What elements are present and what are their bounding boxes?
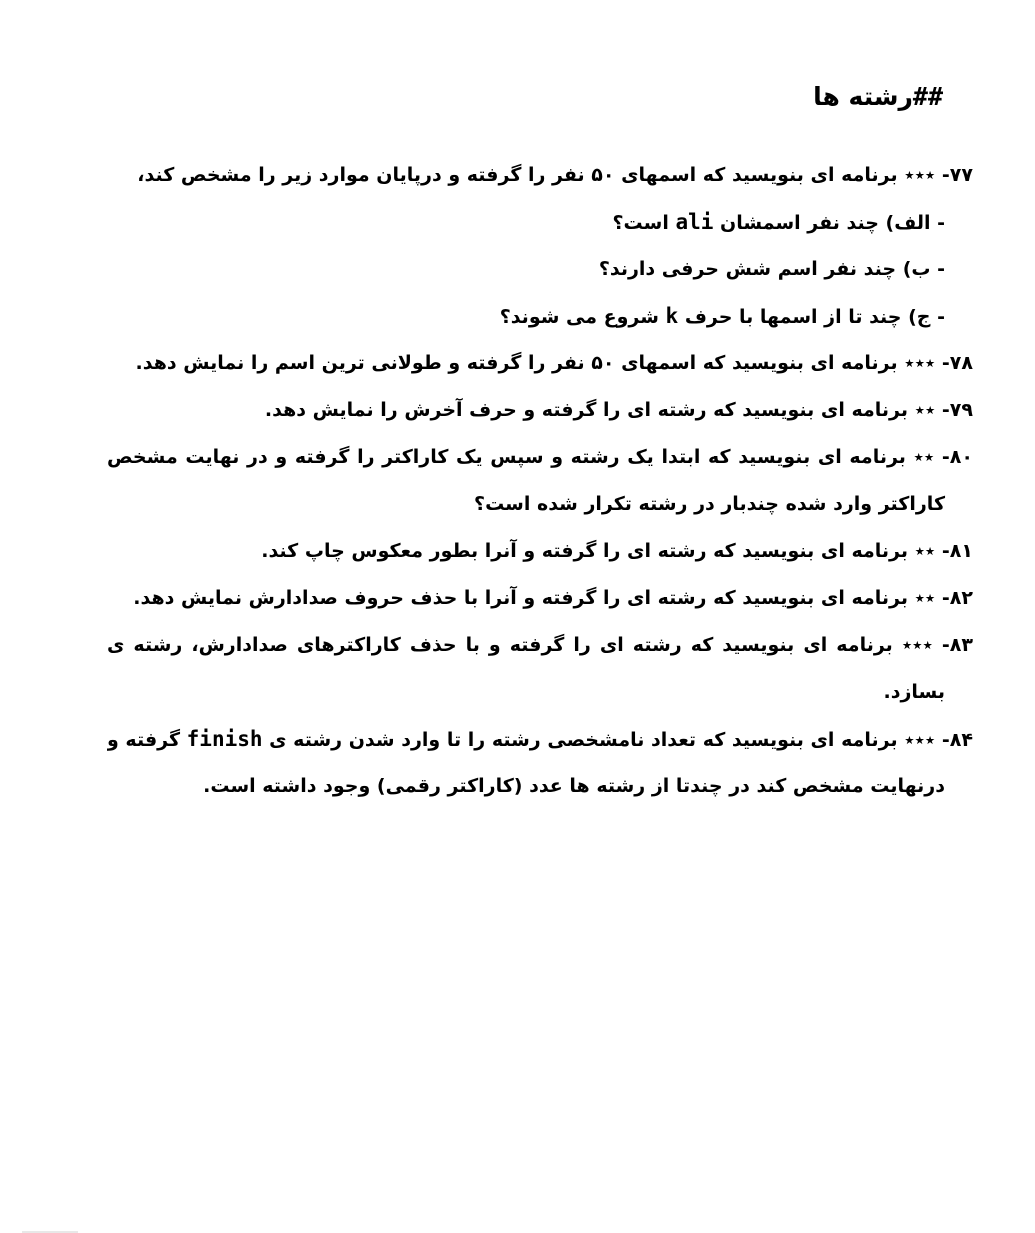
section-heading bbox=[813, 82, 943, 111]
exercise-77-part-b: - ب) چند نفر اسم شش حرفی دارند؟ bbox=[598, 258, 945, 280]
exercise-83-line-2: بسازد. bbox=[883, 681, 945, 703]
exercise-78: ۷۸- ٭٭٭ برنامه ای بنویسید که اسمهای ۵۰ نفر را گرفته و طولانی ترین اسم را نمایش دهد. bbox=[135, 352, 973, 374]
code-k: k bbox=[665, 304, 679, 328]
exercise-83-line-1: ۸۳- ٭٭٭ برنامه ای بنویسید که رشته ای را گرفته و با حذف کاراکترهای صدادارش، رشته ی bbox=[107, 634, 973, 656]
exercise-list bbox=[107, 152, 973, 810]
heading-text: رشته ها bbox=[813, 82, 913, 111]
code-finish: finish bbox=[186, 727, 263, 751]
heading-hash: ## bbox=[912, 82, 943, 111]
exercise-79: ۷۹- ٭٭ برنامه ای بنویسید که رشته ای را گرفته و حرف آخرش را نمایش دهد. bbox=[264, 399, 973, 421]
exercise-84-line-2: درنهایت مشخص کند در چندتا از رشته ها عدد (کاراکتر رقمی) وجود داشته است. bbox=[203, 775, 945, 797]
exercise-77: ۷۷- ٭٭٭ برنامه ای بنویسید که اسمهای ۵۰ نفر را گرفته و درپایان موارد زیر را مشخص کند، bbox=[137, 164, 973, 186]
exercise-77-part-c: - ج) چند تا از اسمها با حرف k شروع می شوند؟ bbox=[499, 304, 945, 328]
exercise-80-line-1: ۸۰- ٭٭ برنامه ای بنویسید که ابتدا یک رشته و سپس یک کاراکتر را گرفته و در نهایت مشخص bbox=[107, 446, 973, 468]
code-ali: ali bbox=[675, 210, 714, 234]
exercise-81: ۸۱- ٭٭ برنامه ای بنویسید که رشته ای را گرفته و آنرا بطور معکوس چاپ کند. bbox=[261, 540, 973, 562]
exercise-84-line-1: ۸۴- ٭٭٭ برنامه ای بنویسید که تعداد نامشخصی رشته را تا وارد شدن رشته ی finish گرفته و bbox=[107, 727, 973, 751]
exercise-80-line-2: کاراکتر وارد شده چندبار در رشته تکرار شده است؟ bbox=[474, 493, 945, 515]
exercise-82: ۸۲- ٭٭ برنامه ای بنویسید که رشته ای را گرفته و آنرا با حذف حروف صدادارش نمایش دهد. bbox=[133, 587, 973, 609]
exercise-77-part-a: - الف) چند نفر اسمشان ali است؟ bbox=[612, 210, 945, 234]
